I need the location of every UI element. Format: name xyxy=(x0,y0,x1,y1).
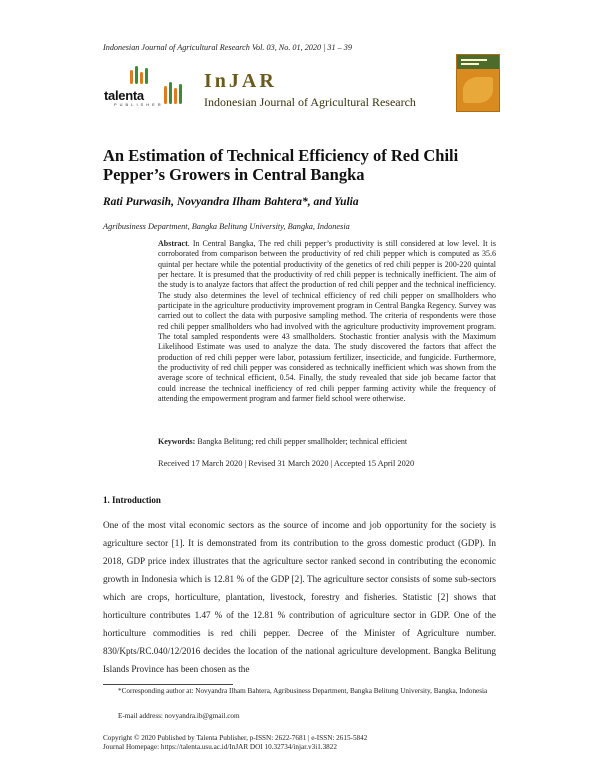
publisher-logo-sub: PUBLISHER xyxy=(114,102,164,107)
journal-cover-image xyxy=(456,54,500,112)
abstract xyxy=(158,239,496,405)
cover-title-stripe xyxy=(461,63,479,65)
article-dates: Received 17 March 2020 | Revised 31 March 2020 | Accepted 15 April 2020 xyxy=(158,459,415,468)
corresponding-author-footnote: *Corresponding author at: Novyandra Ilham Bahtera, Agribusiness Department, Bangka Belitung University, Bangka, Indonesia xyxy=(118,687,488,695)
journal-name: Indonesian Journal of Agricultural Research xyxy=(204,95,416,109)
copyright-line: Copyright © 2020 Published by Talenta Publisher, p-ISSN: 2622-7681 | e-ISSN: 2615-5842 xyxy=(103,734,368,742)
article-title: An Estimation of Technical Efficiency of Red Chili Pepper’s Growers in Central Bangka xyxy=(103,146,459,184)
footnote-divider xyxy=(103,684,233,685)
keywords-text: Bangka Belitung; red chili pepper smallholder; technical efficient xyxy=(195,437,408,446)
section-body-text: One of the most vital economic sectors as the source of income and job opportunity for the society is agriculture sector [1]. It is demonstrated from its contribution to the gross domestic product (GDP). In 2018, GDP price index illustrates that the agriculture sector ranked second in contributing the economic growth in Indonesia which is 12.81 % of the GDP [2]. The agriculture sector consists of some sub-sectors which are crops, horticulture, plantation, livestock, forestry and fisheries. Statistic [2] shows that horticulture contributes 1.47 % of the 12.81 % contribution of agriculture sector in GDP. One of the horticulture commodities is red chili pepper. Decree of the Minister of Agriculture number. 830/Kpts/RC.040/12/2016 decides the location of the national agriculture development. Bangka Belitung Islands Province has been chosen as the xyxy=(103,520,496,675)
abstract-label: Abstract xyxy=(158,239,188,248)
cover-title-stripe xyxy=(461,59,487,61)
article-authors: Rati Purwasih, Novyandra Ilham Bahtera*, and Yulia xyxy=(103,196,359,208)
journal-homepage-line: Journal Homepage: https://talenta.usu.ac.id/InJAR DOI 10.32734/injar.v3i1.3822 xyxy=(103,743,337,752)
email-address: E-mail address: novyandra.ib@gmail.com xyxy=(118,712,240,720)
cover-band xyxy=(457,55,499,69)
abstract-text: . In Central Bangka, The red chili pepper’s productivity is still considered at low level. It is corroborated from comparison between the productivity of red chili pepper which is computed as 35.6 quintal per hectare while the potential productivity of the genetics of red chili pepper is 200-220 quintal per hectare. It is presumed that the productivity of red chili pepper is technically inefficient. The aim of the study is to analyze factors that affect the production of red chili pepper and the technical inefficiency. The study also determines the level of technical efficiency of red chili pepper on smallholders who participate in the agriculture productivity improvement program in Central Bangka Regency. Survey was carried out to collect the data with purposive sampling method. The criteria of respondents were those red chili pepper smallholders who had involved with the agriculture productivity improvement program. The total sampled respondents were 43 smallholders. Stochastic frontier analysis with the Maximum Likelihood Estimate was used to analyze the data. The study discovered the factors that affect the production of red chili pepper were labor, potassium fertilizer, insecticide, and fungicide. Furthermore, the productivity of red chili pepper was considered as technically inefficient which was shown from the average score of technical efficient, 0.54. Finally, the study revealed that side job became factor that could increase the technical inefficiency of red chili pepper farming activity while the frequency of attending the empowerment program and farmer field school were otherwise. xyxy=(158,239,496,404)
keywords-label: Keywords: xyxy=(158,437,196,446)
author-affiliation: Agribusiness Department, Bangka Belitung University, Bangka, Indonesia xyxy=(103,222,350,231)
running-header: Indonesian Journal of Agricultural Research Vol. 03, No. 01, 2020 | 31 – 39 xyxy=(103,43,352,52)
keywords xyxy=(158,437,496,446)
journal-abbreviation: InJAR xyxy=(204,70,277,92)
publisher-logo-name: talenta xyxy=(104,88,144,103)
copyright-block xyxy=(103,734,503,752)
section-heading: 1. Introduction xyxy=(103,495,161,505)
cover-chili-graphic xyxy=(463,77,493,103)
